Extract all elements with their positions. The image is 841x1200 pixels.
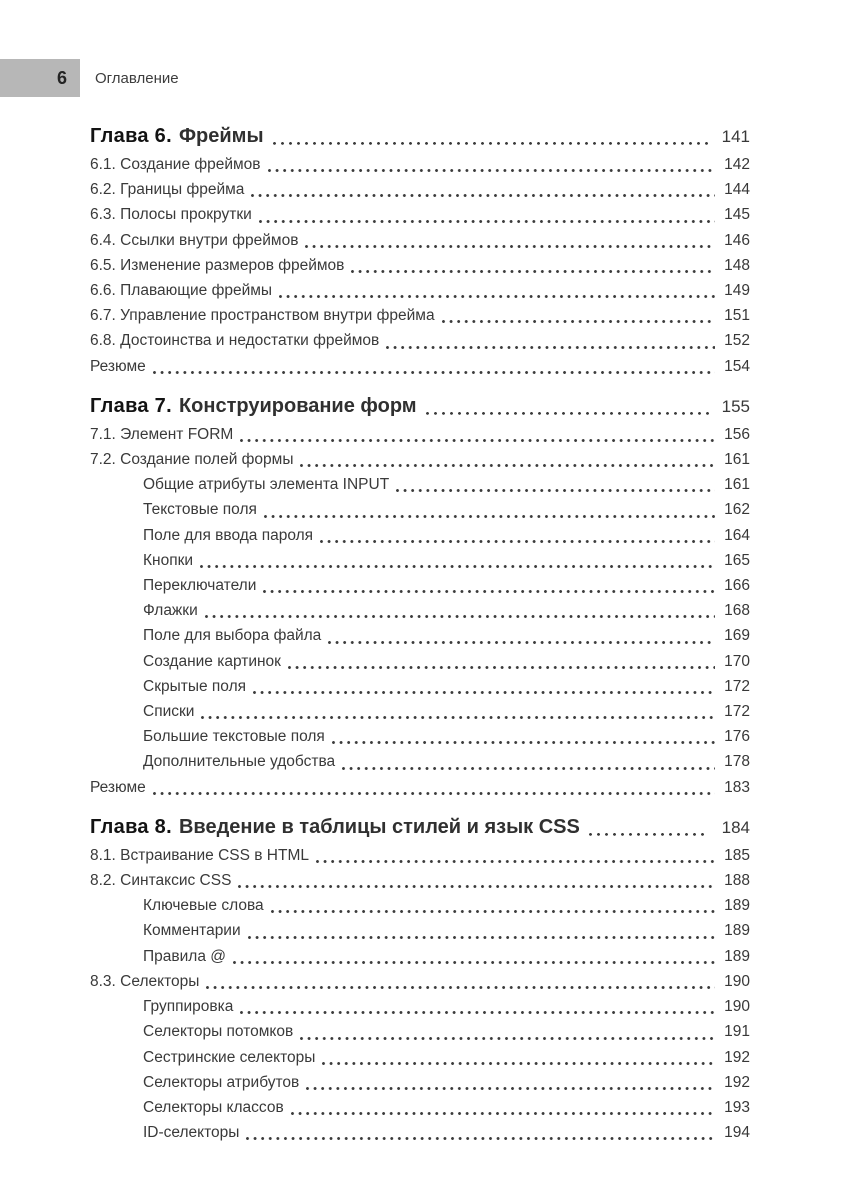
toc-entry [90, 202, 750, 227]
toc-entry [90, 152, 750, 177]
entry-title: 6.6. Плавающие фреймы [90, 282, 273, 300]
entry-title: Создание картинок [143, 652, 281, 670]
entry-title: Комментарии [143, 922, 241, 940]
dot-leader [394, 472, 715, 497]
entry-page-number: 152 [724, 332, 750, 350]
entry-title: Скрытые поля [143, 677, 247, 695]
toc-entry [90, 994, 750, 1019]
toc-entry [90, 893, 750, 918]
dot-leader [340, 749, 715, 774]
dot-leader [151, 775, 715, 800]
entry-title: Большие текстовые поля [143, 728, 325, 746]
entry-page-number: 164 [724, 526, 750, 544]
entry-title: Сестринские селекторы [143, 1048, 316, 1066]
entry-page-number: 172 [724, 703, 750, 721]
entry-title: 6.4. Ссылки внутри фреймов [90, 231, 299, 249]
chapter-title: Введение в таблицы стилей и язык CSS [178, 815, 580, 838]
toc-entry [90, 1120, 750, 1145]
entry-title: 6.2. Границы фрейма [90, 181, 245, 199]
dot-leader [269, 121, 709, 152]
dot-leader [269, 893, 715, 918]
toc-entry [90, 775, 750, 800]
dot-leader [298, 447, 715, 472]
entry-page-number: 178 [724, 753, 750, 771]
entry-page-number: 189 [724, 922, 750, 940]
entry-page-number: 194 [724, 1124, 750, 1142]
entry-title: Селекторы потомков [143, 1023, 294, 1041]
entry-title: Поле для выбора файла [143, 627, 322, 645]
toc-entry [90, 177, 750, 202]
toc-entry [90, 303, 750, 328]
dot-leader [231, 944, 715, 969]
dot-leader [298, 1019, 715, 1044]
dot-leader [257, 202, 715, 227]
toc-entry [90, 1070, 750, 1095]
toc-entry [90, 523, 750, 548]
chapter-title: Фреймы [178, 125, 264, 147]
entry-page-number: 151 [724, 307, 750, 325]
entry-title: Флажки [143, 602, 198, 620]
dot-leader [246, 918, 715, 943]
dot-leader [314, 843, 715, 868]
entry-page-number: 161 [724, 476, 750, 494]
toc-entry [90, 843, 750, 868]
toc-entry [90, 623, 750, 648]
toc-entry [90, 724, 750, 749]
entry-page-number: 161 [724, 451, 750, 469]
dot-leader [277, 278, 715, 303]
table-of-contents [90, 121, 750, 1145]
toc-chapter-heading [90, 391, 750, 422]
running-header-title: Оглавление [95, 69, 179, 87]
entry-title: Переключатели [143, 577, 257, 595]
entry-page-number: 191 [724, 1023, 750, 1041]
toc-entry [90, 573, 750, 598]
entry-title: Дополнительные удобства [143, 753, 336, 771]
entry-page-number: 156 [724, 425, 750, 443]
toc-entry [90, 447, 750, 472]
dot-leader [585, 812, 709, 843]
entry-title: 6.3. Полосы прокрутки [90, 206, 252, 224]
entry-page-number: 169 [724, 627, 750, 645]
entry-page-number: 193 [724, 1098, 750, 1116]
entry-page-number: 149 [724, 282, 750, 300]
entry-page-number: 148 [724, 256, 750, 274]
entry-page-number: 190 [724, 998, 750, 1016]
dot-leader [262, 497, 715, 522]
toc-entry [90, 228, 750, 253]
chapter-label: Глава 8. [90, 815, 172, 838]
entry-page-number: 192 [724, 1073, 750, 1091]
toc-entry [90, 1019, 750, 1044]
entry-title: 6.7. Управление пространством внутри фрейма [90, 307, 435, 325]
toc-entry [90, 1095, 750, 1120]
dot-leader [326, 623, 715, 648]
entry-page-number: 183 [724, 778, 750, 796]
entry-title: 6.1. Создание фреймов [90, 156, 261, 173]
running-header [0, 59, 841, 97]
entry-page-number: 145 [724, 206, 750, 224]
entry-title: Поле для ввода пароля [143, 526, 314, 544]
toc-entry [90, 278, 750, 303]
entry-page-number: 189 [724, 897, 750, 915]
chapter-label: Глава 6. [90, 125, 172, 147]
entry-title: Селекторы атрибутов [143, 1073, 300, 1091]
toc-entry [90, 969, 750, 994]
entry-page-number: 166 [724, 577, 750, 595]
dot-leader [349, 253, 715, 278]
dot-leader [151, 354, 715, 379]
dot-leader [440, 303, 715, 328]
entry-page-number: 170 [724, 652, 750, 670]
entry-title: 8.3. Селекторы [90, 972, 200, 990]
entry-page-number: 168 [724, 602, 750, 620]
dot-leader [261, 573, 715, 598]
entry-page-number: 190 [724, 972, 750, 990]
entry-title: Правила @ [143, 947, 226, 965]
entry-page-number: 176 [724, 728, 750, 746]
dot-leader [304, 1070, 715, 1095]
dot-leader [318, 523, 715, 548]
dot-leader [198, 548, 715, 573]
toc-entry [90, 598, 750, 623]
dot-leader [320, 1045, 715, 1070]
dot-leader [251, 674, 715, 699]
entry-page-number: 185 [724, 846, 750, 864]
entry-page-number: 172 [724, 677, 750, 695]
toc-entry [90, 548, 750, 573]
entry-title: 6.8. Достоинства и недостатки фреймов [90, 332, 380, 350]
entry-title: Резюме [90, 357, 146, 375]
dot-leader [244, 1120, 715, 1145]
entry-page-number: 144 [724, 181, 750, 199]
entry-title: Общие атрибуты элемента INPUT [143, 476, 390, 494]
toc-entry [90, 253, 750, 278]
page-number-box [0, 59, 80, 97]
entry-title: 8.2. Синтаксис CSS [90, 872, 232, 890]
dot-leader [422, 391, 709, 422]
dot-leader [204, 969, 715, 994]
entry-page-number: 188 [724, 872, 750, 890]
chapter-label: Глава 7. [90, 394, 172, 417]
entry-page-number: 162 [724, 501, 750, 519]
toc-chapter-heading [90, 121, 750, 152]
entry-page-number: 142 [724, 156, 750, 173]
entry-title: 7.2. Создание полей формы [90, 451, 294, 469]
toc-entry [90, 918, 750, 943]
entry-title: Ключевые слова [143, 897, 264, 915]
dot-leader [238, 422, 715, 447]
entry-title: Кнопки [143, 551, 194, 569]
entry-page-number: 146 [724, 231, 750, 249]
toc-entry [90, 1045, 750, 1070]
entry-title: Текстовые поля [143, 501, 257, 519]
toc-entry [90, 497, 750, 522]
entry-title: ID-селекторы [143, 1124, 240, 1142]
dot-leader [384, 328, 715, 353]
toc-entry [90, 354, 750, 379]
chapter-title: Конструирование форм [178, 394, 417, 417]
entry-page-number: 189 [724, 947, 750, 965]
entry-title: 8.1. Встраивание CSS в HTML [90, 846, 309, 864]
entry-title: 7.1. Элемент FORM [90, 425, 234, 443]
toc-entry [90, 649, 750, 674]
entry-page-number: 154 [724, 357, 750, 375]
entry-title: Селекторы классов [143, 1098, 284, 1116]
toc-entry [90, 749, 750, 774]
toc-entry [90, 699, 750, 724]
dot-leader [266, 152, 715, 177]
dot-leader [330, 724, 715, 749]
toc-entry [90, 674, 750, 699]
entry-title: 6.5. Изменение размеров фреймов [90, 256, 345, 274]
entry-title: Группировка [143, 998, 234, 1016]
dot-leader [199, 699, 715, 724]
toc-entry [90, 328, 750, 353]
entry-title: Резюме [90, 778, 146, 796]
entry-page-number: 192 [724, 1048, 750, 1066]
toc-entry [90, 472, 750, 497]
chapter-page-number: 184 [721, 817, 750, 837]
page-number: 6 [56, 67, 67, 88]
dot-leader [236, 868, 715, 893]
entry-title: Списки [143, 703, 195, 721]
dot-leader [238, 994, 715, 1019]
dot-leader [203, 598, 715, 623]
dot-leader [249, 177, 715, 202]
toc-entry [90, 868, 750, 893]
dot-leader [286, 649, 715, 674]
toc-entry [90, 944, 750, 969]
dot-leader [303, 228, 715, 253]
toc-chapter-heading [90, 812, 750, 843]
chapter-page-number: 155 [721, 396, 750, 416]
entry-page-number: 165 [724, 551, 750, 569]
dot-leader [289, 1095, 715, 1120]
toc-entry [90, 422, 750, 447]
chapter-page-number: 141 [721, 127, 750, 146]
